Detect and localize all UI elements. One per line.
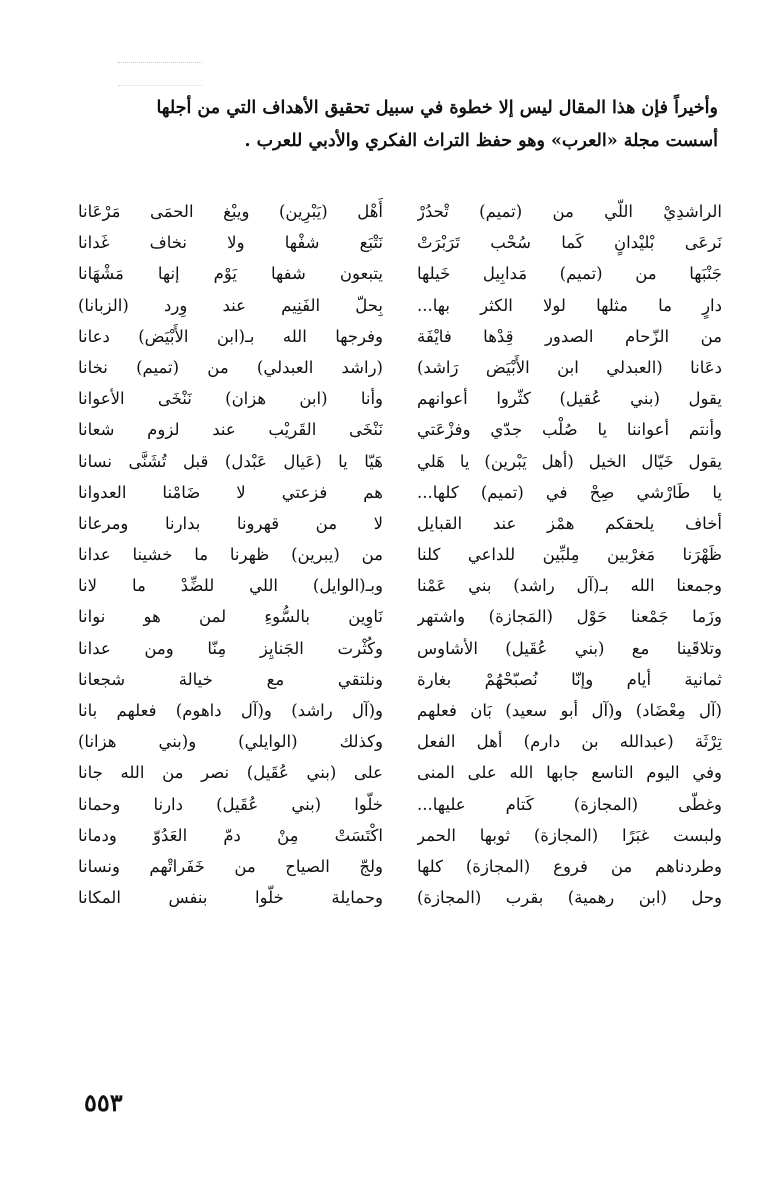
verse-line: خلّوا (بني عُقَيل) دارنا وحمانا [78, 794, 383, 814]
verse-line: وكُثْرت الجَنايِز مِنّا ومن عدانا [78, 638, 383, 658]
intro-paragraph [70, 92, 718, 158]
verse-line: (آل مِعْضَاد) و(آل أبو سعيد) بَان فعلهم [417, 701, 722, 720]
verse-line: دارٍ ما مثلها لولا الكثر بها... [417, 295, 722, 315]
poem-left-column [78, 196, 383, 913]
verse-line: أَهْل (يَبْرِين) ويبْغ الحمَى مَرْعَانا [78, 202, 383, 221]
poem-right-column [417, 196, 722, 913]
verse-line: ولبست غبَرًا (المجازة) ثوبها الحمر [417, 825, 722, 845]
intro-line-1: وأخيراً فإن هذا المقال ليس إلا خطوة في سبيل تحقيق الأهداف التي من أجلها [156, 98, 718, 118]
verse-line: وتلاقَينا مع (بني عُقَيل) الأشاوس [417, 638, 722, 658]
page-number: ٥٥٣ [84, 1088, 123, 1117]
verse-line: نَنْخَى القَريْب عند لزوم شعانا [78, 420, 383, 440]
verse-line: وفي اليوم التاسع جابها الله على المنى [417, 763, 722, 783]
verse-line: وكذلك (الوايلي) و(بني هزانا) [78, 732, 383, 752]
verse-line: وزَما جَمْعنا حَوْل (المَجازة) واشتهر [417, 607, 722, 627]
page-smudge [118, 62, 202, 86]
verse-line: ولجّ الصياح من خَفَراتْهم ونسانا [78, 856, 383, 876]
verse-line: وغطّى (المجازة) كَتام عليها... [417, 794, 722, 814]
verse-line: اكْتَسَتْ مِنْ دمّ العَدُوّ ودمانا [78, 825, 383, 845]
intro-line-2: أسست مجلة «العرب» وهو حفظ التراث الفكري والأدبي للعرب . [244, 131, 718, 151]
verse-line: من الزّحام الصدور قِدْها فايْفَة [417, 326, 722, 346]
verse-line: وطردناهم من فروع (المجازة) كلها [417, 856, 722, 876]
verse-line: هم فزعتي لا ضَامْنا العدوانا [78, 482, 383, 502]
verse-line: وحمايلة خلّوا بنفس المكانا [78, 888, 383, 908]
verse-line: وأنتم أعواننا يا صُلْب جدّي وفزْعَتي [417, 420, 722, 440]
verse-line: بِحلّ الفَنِيم عند وِرد (الزبانا) [78, 295, 383, 315]
verse-line: ونلتقي مع خيالة شجعانا [78, 669, 383, 689]
verse-line: لا من قهرونا بدارنا ومرعانا [78, 513, 383, 533]
verse-line: ظَهْرَنا مَغرْبين مِلبِّين للداعي كلنا [417, 545, 722, 565]
verse-line: تِرْثَة (عبدالله بن دارم) أهل الفعل [417, 732, 722, 752]
verse-line: وأنا (ابن هزان) نَنْخَى الأعوانا [78, 389, 383, 409]
verse-line: نَرعَى بْليْدانٍ كَما سُحْب تَرَبْرَتْ [417, 233, 722, 253]
verse-line: يتبعون شفها يَوْم إنها مَشْهَانا [78, 264, 383, 284]
verse-line: دعَانا (العبدلي ابن الأَبْيَض رَاشد) [417, 357, 722, 377]
verse-line: وحل (ابن رهمية) بقرب (المجازة) [417, 888, 722, 908]
verse-line: الراشدِيْ اللّي من (تميم) تْحدُرْ [417, 202, 722, 221]
verse-line: هَيّا يا (عَيال عَبْدل) قبل تُشَنَّى نسانا [78, 451, 383, 471]
verse-line: يقول خَيّال الخيل (أهل يَبْرين) يا هَلي [417, 451, 722, 471]
verse-line: وبـ(الوايل) اللي للضِّدْ ما لانا [78, 576, 383, 596]
verse-line: من (يبرين) ظهرنا ما خشينا عدانا [78, 545, 383, 565]
verse-line: يا طَارْشي صِحْ في (تميم) كلها... [417, 482, 722, 502]
verse-line: يقول (بني عُقيل) كثّروا أعوانهم [417, 389, 722, 409]
verse-line: وفرجها الله بـ(ابن الأَبْيَض) دعانا [78, 326, 383, 346]
verse-line: وجمعنا الله بـ(آل راشد) بني عَمْنا [417, 576, 722, 596]
verse-line: ثمانية أيام وإنّا نُصبّحْهُمْ بغارة [417, 669, 722, 689]
verse-line: على (بني عُقَيل) نصر من الله جانا [78, 763, 383, 783]
verse-line: أخاف يلحقكم همْز عند القبايل [417, 513, 722, 533]
verse-line: و(آل راشد) و(آل داهوم) فعلهم بانا [78, 701, 383, 720]
verse-line: (راشد العبدلي) من (تميم) نخانا [78, 357, 383, 377]
verse-line: جَنْبَها من (تميم) مَدابِيل خَيلها [417, 264, 722, 284]
verse-line: نَاوِين بالسُّوءِ لمن هو نوانا [78, 607, 383, 627]
verse-line: نَتْبَع شفْها ولا نخاف غَدانا [78, 233, 383, 253]
